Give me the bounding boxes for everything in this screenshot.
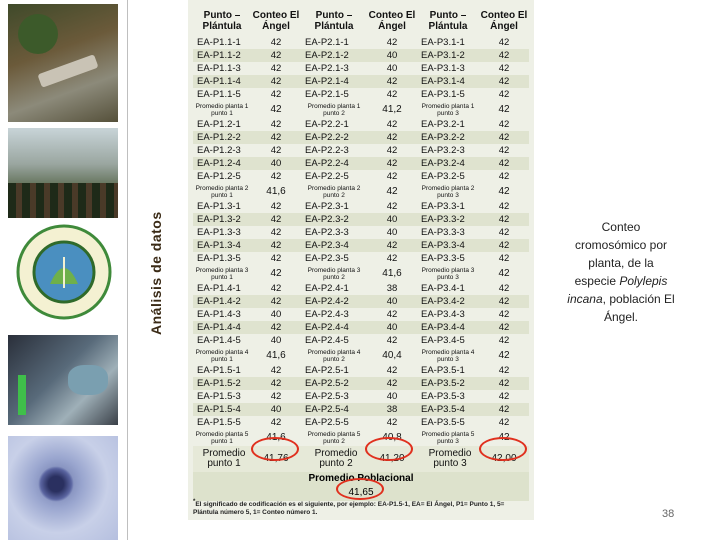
count-cell: 42 [498,158,510,169]
table-row [193,75,529,88]
count-cell: 42 [498,76,510,87]
plant-average-row [193,429,529,446]
label-cell: Promedio planta 5 punto 3 [421,431,475,445]
label-cell: EA-P1.3-2 [197,214,241,225]
label-cell: EA-P1.1-3 [197,63,241,74]
count-cell: 41,6 [266,350,286,361]
label-cell: EA-P1.2-3 [197,145,241,156]
label-cell: EA-P2.2-4 [305,158,349,169]
table-row [193,334,529,347]
count-cell: 42 [498,119,510,130]
divider-line [127,0,128,540]
label-cell: EA-P1.2-1 [197,119,241,130]
count-cell: 40 [270,158,282,169]
column-header: Punto – Plántula [314,10,354,32]
label-cell: EA-P2.1-4 [305,76,349,87]
label-cell: EA-P2.1-3 [305,63,349,74]
count-cell: 42 [386,335,398,346]
label-cell: EA-P1.5-4 [197,404,241,415]
column-header: Conteo El Ángel [480,10,528,32]
count-cell: 40 [270,404,282,415]
caption-text-2: , población El Ángel. [602,292,675,324]
label-cell: EA-P1.1-2 [197,50,241,61]
plant-average-row [193,347,529,364]
count-cell: 42 [498,404,510,415]
table-row [193,157,529,170]
count-cell: 40 [386,214,398,225]
label-cell: EA-P3.1-3 [421,63,465,74]
count-cell: 42 [386,119,398,130]
label-cell: Promedio planta 5 punto 1 [195,431,249,445]
label-cell: EA-P1.2-4 [197,158,241,169]
table-row [193,200,529,213]
table-row [193,239,529,252]
label-cell: EA-P1.5-5 [197,417,241,428]
count-cell: 42 [386,132,398,143]
label-cell: EA-P2.3-2 [305,214,349,225]
count-cell: 41,6 [382,268,402,279]
count-cell: 38 [386,404,398,415]
count-cell: 42 [270,37,282,48]
count-cell: 42 [386,158,398,169]
plant-average-row [193,183,529,200]
count-cell: 42 [270,378,282,389]
table-row [193,321,529,334]
count-cell: 42 [270,132,282,143]
count-cell: 42 [270,253,282,264]
count-cell: 42 [498,350,510,361]
label-cell: Promedio planta 1 punto 1 [195,103,249,117]
highlight-oval-point3 [479,437,527,461]
count-cell: 40 [386,63,398,74]
label-cell: EA-P3.1-2 [421,50,465,61]
count-cell: 42 [498,391,510,402]
count-cell: 42 [270,63,282,74]
label-cell: EA-P2.3-3 [305,227,349,238]
label-cell: EA-P2.3-5 [305,253,349,264]
label-cell: Promedio planta 2 punto 3 [421,185,475,199]
count-cell: 42 [270,268,282,279]
column-header: Punto – Plántula [428,10,468,32]
micrograph-photo [8,436,118,540]
caption-species: Polylepis incana [567,274,668,306]
population-average-number: 41,65 [348,487,374,498]
label-cell: EA-P1.4-2 [197,296,241,307]
image-strip [0,0,120,540]
count-cell: 41,6 [266,186,286,197]
highlight-oval-point1 [251,437,299,461]
count-cell: 42 [498,322,510,333]
count-cell: 40 [386,50,398,61]
label-cell: EA-P2.4-2 [305,296,349,307]
count-cell: 42 [270,104,282,115]
label-cell: EA-P3.3-3 [421,227,465,238]
label-cell: EA-P2.4-1 [305,283,349,294]
count-cell: 40 [386,322,398,333]
label-cell: Promedio punto 3 [428,448,472,469]
label-cell: EA-P3.5-2 [421,378,465,389]
label-cell: EA-P1.4-5 [197,335,241,346]
count-cell: 42 [270,227,282,238]
label-cell: Promedio punto 2 [314,448,358,469]
label-cell: EA-P3.4-2 [421,296,465,307]
label-cell: EA-P1.2-2 [197,132,241,143]
table-row [193,252,529,265]
footnote-marker: * [193,499,196,505]
label-cell: EA-P2.5-2 [305,378,349,389]
label-cell: EA-P3.3-5 [421,253,465,264]
count-cell: 42 [498,89,510,100]
label-cell: EA-P3.1-4 [421,76,465,87]
count-cell: 42 [270,201,282,212]
label-cell: Promedio planta 3 punto 1 [195,267,249,281]
count-cell: 42 [270,214,282,225]
count-cell: 42 [386,417,398,428]
count-cell: 42 [498,365,510,376]
label-cell: EA-P3.5-4 [421,404,465,415]
table-row [193,416,529,429]
label-cell: EA-P3.2-4 [421,158,465,169]
label-cell: EA-P2.2-2 [305,132,349,143]
label-cell: EA-P3.2-1 [421,119,465,130]
label-cell: EA-P2.4-5 [305,335,349,346]
count-cell: 42 [270,391,282,402]
table-row [193,295,529,308]
count-cell: 42 [498,37,510,48]
count-cell: 40 [270,335,282,346]
count-cell: 42 [498,227,510,238]
count-cell: 38 [386,283,398,294]
label-cell: Promedio planta 4 punto 2 [307,349,361,363]
label-cell: EA-P2.4-4 [305,322,349,333]
label-cell: EA-P3.5-5 [421,417,465,428]
count-cell: 42 [498,50,510,61]
table-body [193,36,529,472]
label-cell: EA-P3.3-1 [421,201,465,212]
label-cell: Promedio planta 1 punto 3 [421,103,475,117]
count-cell: 42 [386,365,398,376]
label-cell: EA-P2.1-5 [305,89,349,100]
page-number: 38 [662,508,675,520]
count-cell: 42 [498,145,510,156]
label-cell: Promedio planta 4 punto 3 [421,349,475,363]
label-cell: EA-P2.4-3 [305,309,349,320]
table-row [193,377,529,390]
count-cell: 42 [270,322,282,333]
count-cell: 42 [270,89,282,100]
lab-work-photo [8,335,118,425]
label-cell: EA-P3.2-2 [421,132,465,143]
table-row [193,282,529,295]
count-cell: 42 [386,240,398,251]
table-row [193,118,529,131]
footnote-text: El significado de codificación es el siguiente, por ejemplo: EA-P1.5-1, EA= El Ángel, P1= Punto 1, 5= Plántula número 5, 1= Conteo número 1. [193,501,505,517]
table-row [193,49,529,62]
count-cell: 42 [270,119,282,130]
count-cell: 42 [386,201,398,212]
count-cell: 41,2 [382,104,402,115]
count-cell: 42 [270,145,282,156]
field-photo [8,4,118,122]
label-cell: EA-P1.1-1 [197,37,241,48]
population-average-title: Promedio Poblacional [193,472,529,485]
table-row [193,390,529,403]
count-cell: 42 [270,50,282,61]
label-cell: EA-P3.3-2 [421,214,465,225]
label-cell: EA-P1.4-4 [197,322,241,333]
label-cell: EA-P1.4-1 [197,283,241,294]
label-cell: Promedio planta 1 punto 2 [307,103,361,117]
label-cell: EA-P1.2-5 [197,171,241,182]
label-cell: EA-P1.3-1 [197,201,241,212]
label-cell: Promedio planta 2 punto 1 [195,185,249,199]
count-cell: 42 [270,365,282,376]
section-vertical-title: Análisis de datos [148,211,164,335]
column-header: Punto – Plántula [202,10,242,32]
label-cell: EA-P1.5-2 [197,378,241,389]
label-cell: EA-P3.1-1 [421,37,465,48]
count-cell: 42 [386,145,398,156]
count-cell: 40 [386,296,398,307]
count-cell: 41,6 [266,432,286,443]
highlight-oval-point2 [365,437,413,461]
label-cell: EA-P3.4-3 [421,309,465,320]
count-cell: 42 [498,378,510,389]
count-cell: 42 [270,283,282,294]
label-cell: Promedio planta 3 punto 2 [307,267,361,281]
label-cell: Promedio planta 3 punto 3 [421,267,475,281]
count-cell: 42 [498,309,510,320]
count-cell: 42 [270,76,282,87]
count-cell: 42 [386,89,398,100]
label-cell: Promedio punto 1 [202,448,246,469]
count-cell: 40,4 [382,350,402,361]
label-cell: EA-P1.3-3 [197,227,241,238]
count-cell: 42 [386,37,398,48]
label-cell: EA-P3.5-3 [421,391,465,402]
label-cell: EA-P1.5-3 [197,391,241,402]
plant-average-row [193,265,529,282]
label-cell: EA-P1.1-5 [197,89,241,100]
count-cell: 40 [270,309,282,320]
count-cell: 42 [270,171,282,182]
count-cell: 42 [386,186,398,197]
greenhouse-photo [8,128,118,218]
count-cell: 42 [270,240,282,251]
table-row [193,131,529,144]
label-cell: EA-P2.2-5 [305,171,349,182]
count-cell: 42 [270,296,282,307]
label-cell: EA-P2.5-5 [305,417,349,428]
label-cell: EA-P2.5-4 [305,404,349,415]
count-cell: 42 [386,309,398,320]
label-cell: EA-P2.5-3 [305,391,349,402]
table-row [193,308,529,321]
label-cell: EA-P2.5-1 [305,365,349,376]
label-cell: EA-P3.4-4 [421,322,465,333]
table-row [193,36,529,49]
label-cell: EA-P1.4-3 [197,309,241,320]
label-cell: EA-P2.1-1 [305,37,349,48]
label-cell: EA-P3.1-5 [421,89,465,100]
count-cell: 42 [498,104,510,115]
table-header [193,6,529,36]
label-cell: EA-P2.3-4 [305,240,349,251]
table-row [193,144,529,157]
count-cell: 42 [498,186,510,197]
label-cell: EA-P3.5-1 [421,365,465,376]
count-cell: 42 [386,76,398,87]
count-cell: 42 [498,296,510,307]
label-cell: EA-P2.2-3 [305,145,349,156]
column-header: Conteo El Ángel [252,10,300,32]
count-cell: 42 [498,214,510,225]
count-cell: 42 [498,268,510,279]
label-cell: EA-P2.2-1 [305,119,349,130]
label-cell: EA-P3.3-4 [421,240,465,251]
label-cell: Promedio planta 5 punto 2 [307,431,361,445]
count-cell: 40 [386,391,398,402]
label-cell: EA-P1.3-4 [197,240,241,251]
count-cell: 42 [498,201,510,212]
count-cell: 42 [498,171,510,182]
label-cell: EA-P1.1-4 [197,76,241,87]
count-cell: 41,20 [379,453,405,464]
table-row [193,364,529,377]
column-header: Conteo El Ángel [368,10,416,32]
table-row [193,170,529,183]
count-cell: 42 [498,283,510,294]
count-cell: 42 [270,417,282,428]
label-cell: EA-P2.3-1 [305,201,349,212]
count-cell: 42 [498,240,510,251]
count-cell: 42 [386,171,398,182]
count-cell: 42 [498,335,510,346]
label-cell: EA-P3.2-3 [421,145,465,156]
label-cell: EA-P3.4-1 [421,283,465,294]
label-cell: Promedio planta 2 punto 2 [307,185,361,199]
footnote [193,498,529,517]
table-row [193,403,529,416]
chromosome-count-table [193,6,529,501]
label-cell: EA-P1.5-1 [197,365,241,376]
lab-logo [14,222,114,322]
table-row [193,226,529,239]
count-cell: 42 [498,417,510,428]
label-cell: Promedio planta 4 punto 1 [195,349,249,363]
table-row [193,213,529,226]
label-cell: EA-P2.1-2 [305,50,349,61]
table-row [193,88,529,101]
plant-average-row [193,101,529,118]
count-cell: 42,00 [491,453,517,464]
count-cell: 42 [498,132,510,143]
count-cell: 40,8 [382,432,402,443]
count-cell: 42 [498,63,510,74]
label-cell: EA-P3.4-5 [421,335,465,346]
count-cell: 42 [386,253,398,264]
table-row [193,62,529,75]
count-cell: 42 [498,253,510,264]
label-cell: EA-P3.2-5 [421,171,465,182]
caption-text-1: Conteo cromosómico por planta, de la especie [574,220,668,288]
count-cell: 41,76 [263,453,289,464]
slide-caption [566,218,676,326]
label-cell: EA-P1.3-5 [197,253,241,264]
highlight-oval-population [336,478,384,500]
count-cell: 40 [386,227,398,238]
count-cell: 42 [498,432,510,443]
count-cell: 42 [386,378,398,389]
